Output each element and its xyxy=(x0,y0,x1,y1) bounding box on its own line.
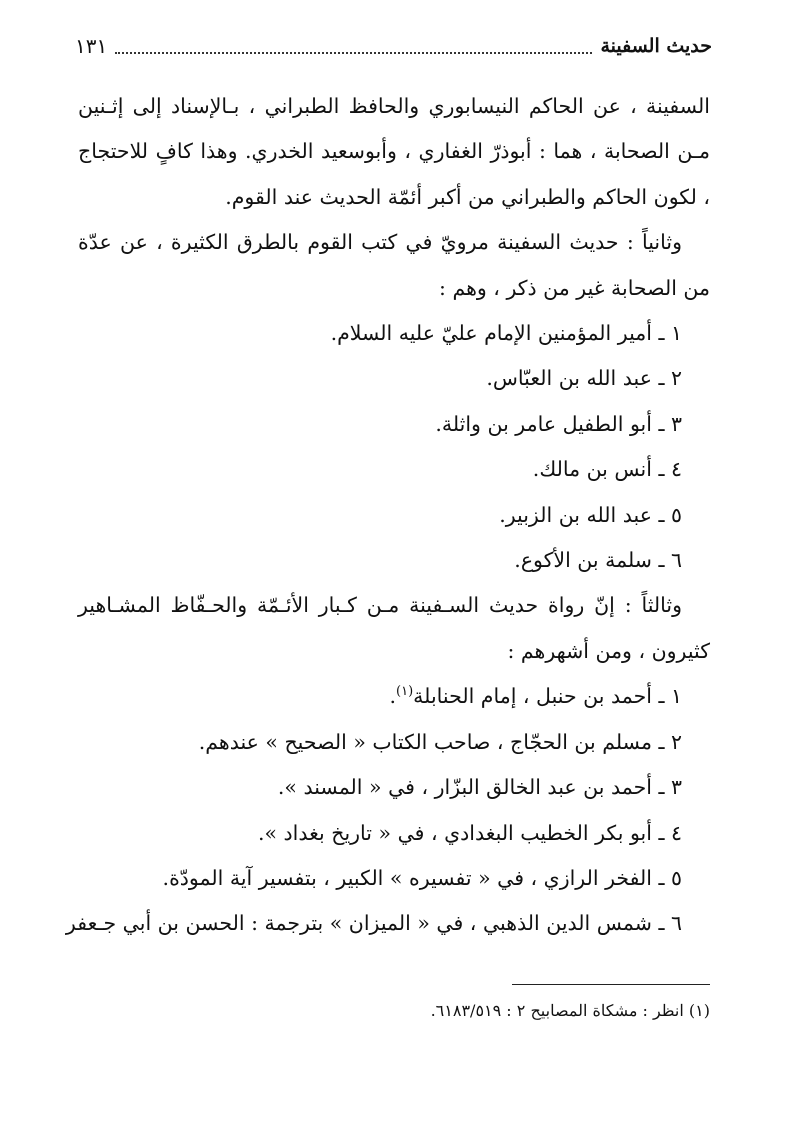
header-dot-leader xyxy=(115,38,592,54)
footnote-separator xyxy=(512,984,710,985)
running-header-title: حديث السفينة xyxy=(600,35,712,57)
paragraph-continuation: السفينة ، عن الحاكم النيسابوري والحافظ الطبراني ، بـالإسناد إلى إثـنين مـن الصحابة ، هما : أبوذرّ الغفاري ، وأبوسعيد الخدري. وهذا كافٍ للاحتجاج ، لكون الحاكم والطبراني من أكبر أئمّة الحديث عند القوم. xyxy=(78,94,710,209)
narrators-list xyxy=(65,674,710,946)
list-item xyxy=(78,674,710,719)
list-item: ٥ ـ الفخر الرازي ، في « تفسيره » الكبير ، بتفسير آية المودّة. xyxy=(162,865,682,890)
footnote-reference: (١) xyxy=(396,684,414,700)
list-item: ٤ ـ أنس بن مالك. xyxy=(532,457,682,482)
footnote: (١) انظر : مشكاة المصابيح ٢ : ٦١٨٣/٥١٩. xyxy=(430,1001,710,1020)
list-item: ٣ ـ أبو الطفيل عامر بن واثلة. xyxy=(435,411,682,436)
list-item-end: . xyxy=(389,684,397,709)
list-item: ١ ـ أمير المؤمنين الإمام عليّ عليه السلام. xyxy=(330,321,682,346)
body-text xyxy=(65,84,710,947)
list-item: ٢ ـ مسلم بن الحجّاج ، صاحب الكتاب « الصحيح » عندهم. xyxy=(198,729,682,754)
list-item: ٦ ـ سلمة بن الأكوع. xyxy=(514,548,682,573)
list-item: ٥ ـ عبد الله بن الزبير. xyxy=(499,502,682,527)
companions-list xyxy=(78,311,710,583)
paragraph-secondly: وثانياً : حديث السفينة مرويّ في كتب القوم بالطرق الكثيرة ، عن عدّة من الصحابة غير من ذكر ، وهم : xyxy=(78,230,710,300)
list-item: ٤ ـ أبو بكر الخطيب البغدادي ، في « تاريخ بغداد ». xyxy=(257,820,682,845)
page-number: ١٣١ xyxy=(75,34,108,58)
list-item: ٣ ـ أحمد بن عبد الخالق البزّار ، في « المسند ». xyxy=(277,775,682,800)
list-item: ٢ ـ عبد الله بن العبّاس. xyxy=(486,366,682,391)
list-item-text: ١ ـ أحمد بن حنبل ، إمام الحنابلة xyxy=(413,684,682,709)
paragraph-thirdly: وثالثاً : إنّ رواة حديث السـفينة مـن كـبار الأئـمّة والحـفّاظ المشـاهير كثيرون ، ومن أشهرهم : xyxy=(78,593,710,663)
list-item: ٦ ـ شمس الدين الذهبي ، في « الميزان » بترجمة : الحسن بن أبي جـعفر xyxy=(65,911,682,936)
running-header xyxy=(75,30,712,62)
